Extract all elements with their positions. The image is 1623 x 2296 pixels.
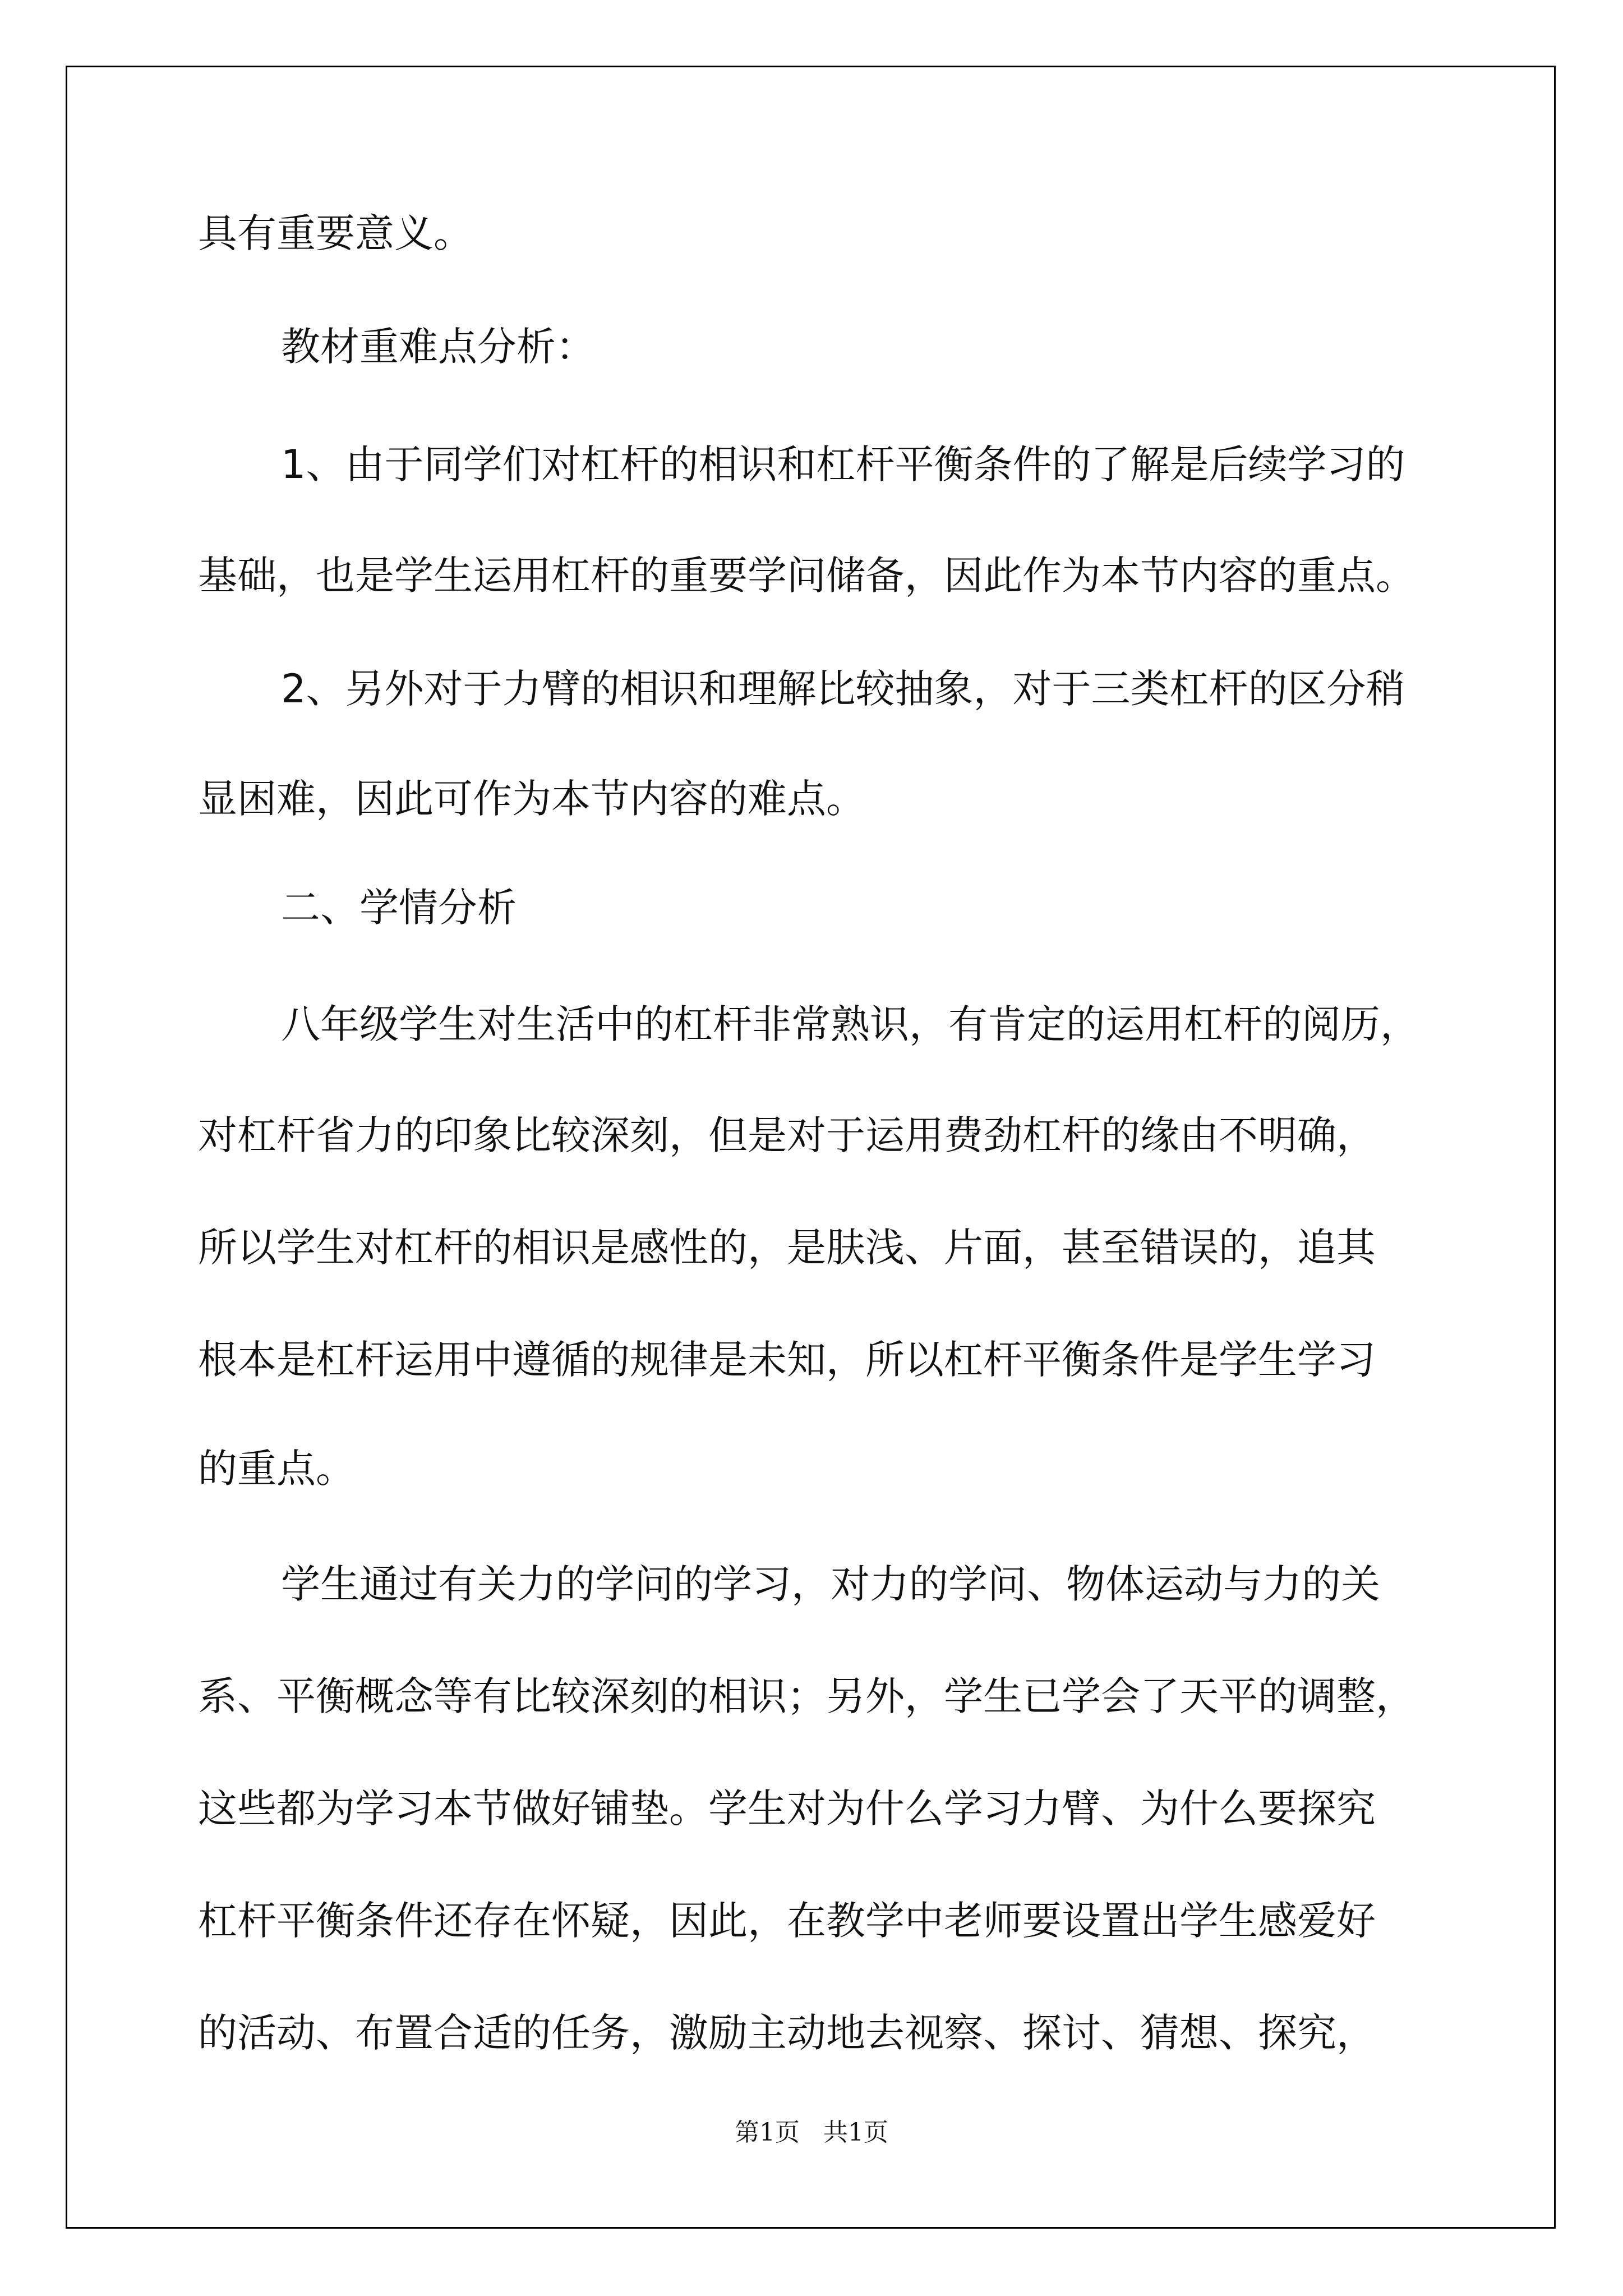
page-footer: 第1页 共1页 (735, 2118, 888, 2147)
text-line: 所以学生对杠杆的相识是感性的，是肤浅、片面，甚至错误的，追其 (198, 1225, 1376, 1271)
text-line: 杠杆平衡条件还存在怀疑，因此，在教学中老师要设置出学生感爱好 (198, 1898, 1376, 1944)
text-line: 学生通过有关力的学问的学习，对力的学问、物体运动与力的关 (281, 1561, 1380, 1607)
text-line: 的重点。 (198, 1446, 355, 1492)
text-line: 2、另外对于力臂的相识和理解比较抽象，对于三类杠杆的区分稍 (281, 666, 1405, 712)
text-line: 的活动、布置合适的任务，激励主动地去视察、探讨、猜想、探究， (198, 2010, 1376, 2056)
text-line: 1、由于同学们对杠杆的相识和杠杆平衡条件的了解是后续学习的 (281, 441, 1405, 487)
text-line: 这些都为学习本节做好铺垫。学生对为什么学习力臂、为什么要探究 (198, 1786, 1376, 1832)
text-line: 基础，也是学生运用杠杆的重要学问储备，因此作为本节内容的重点。 (198, 553, 1415, 599)
text-line: 八年级学生对生活中的杠杆非常熟识，有肯定的运用杠杆的阅历， (281, 1001, 1419, 1047)
text-line: 系、平衡概念等有比较深刻的相识；另外，学生已学会了天平的调整， (198, 1673, 1415, 1719)
text-line: 具有重要意义。 (198, 210, 473, 256)
text-line: 根本是杠杆运用中遵循的规律是未知，所以杠杆平衡条件是学生学习 (198, 1337, 1376, 1383)
text-line: 二、学情分析 (281, 885, 517, 931)
text-line: 显困难，因此可作为本节内容的难点。 (198, 776, 865, 822)
text-line: 教材重难点分析： (281, 324, 595, 370)
text-line: 对杠杆省力的印象比较深刻，但是对于运用费劲杠杆的缘由不明确， (198, 1112, 1376, 1158)
